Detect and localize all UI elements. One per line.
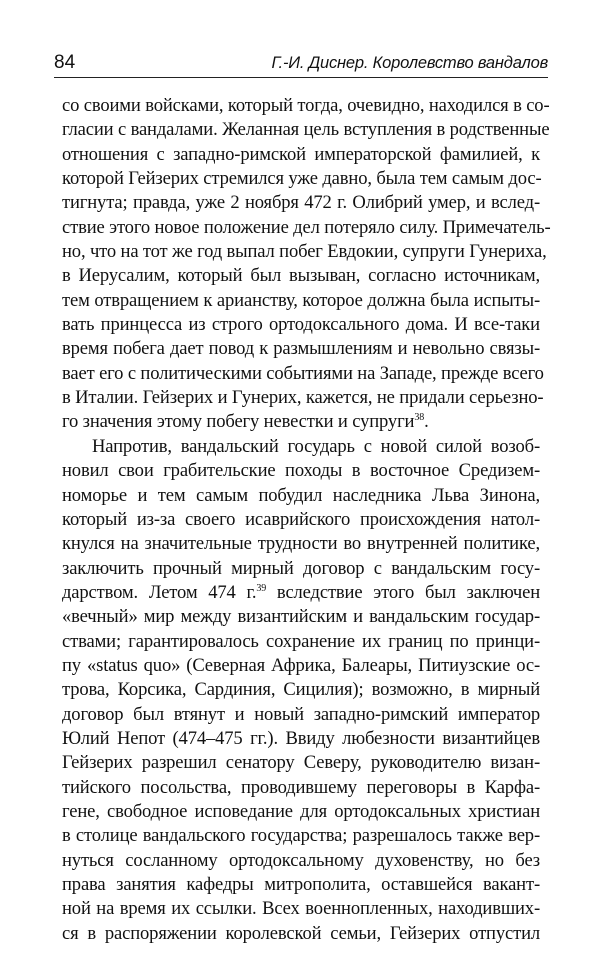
text-fragment: . [424,411,429,433]
footnote-ref: 39 [256,582,267,594]
text-line: трова, Корсика, Сардиния, Сицилия); возможно, в мирный [62,679,540,701]
text-line: гене, свободное исповедание для ортодоксальных христиан [62,800,540,822]
text-line: пу «status quo» (Северная Африка, Балеары, Питиузские ос- [62,654,540,676]
text-fragment: вследствие этого был заключен [266,581,541,603]
text-line [62,581,540,605]
page-number: 84 [54,52,76,73]
text-fragment: дарством. Летом 474 г. [62,581,257,603]
text-line: Юлий Непот (474–475 гг.). Ввиду любезности византийцев [62,727,540,749]
running-title: Г.-И. Диснер. Королевство вандалов [271,54,548,72]
footnote-ref: 38 [414,412,425,424]
text-line: договор был втянут и новый западно-римский император [62,703,540,725]
text-line: время побега дает повод к размышлениям и невольно связы- [62,338,540,360]
text-line: который из-за своего исаврийского происхождения натол- [62,508,540,530]
text-line: но, что на тот же год выпал побег Евдокии, супруги Гунериха, [62,241,547,263]
text-line: тийского посольства, проводившему переговоры в Карфа- [62,776,540,798]
text-line: ствами; гарантировалось сохранение их границ по принци- [62,630,540,652]
text-fragment: го значения этому побегу невестки и супруги [62,411,415,433]
text-line: со своими войсками, который тогда, очевидно, находился в со- [62,95,550,116]
text-line [62,410,540,434]
text-line: номорье и тем самым побудил наследника Льва Зинона, [62,484,540,506]
text-line: вать принцесса из строго ортодоксального дома. И все-таки [62,314,540,336]
text-line: Напротив, вандальский государь с новой силой возоб- [92,435,540,457]
body-text [62,94,551,946]
text-line: кнулся на значительные трудности во внутренней политике, [62,533,540,555]
text-line: в столице вандальского государства; разрешалось также вер- [62,825,540,847]
text-line: новил свои грабительские походы в восточное Средизем- [62,460,540,482]
text-line: Гейзерих разрешил сенатору Северу, руководителю визан- [62,752,540,774]
text-line: ной на время их ссылки. Всех военнопленных, находивших- [62,898,540,920]
text-line: ствие этого новое положение дел потеряло силу. Примечатель- [62,216,551,238]
text-line: в Иерусалим, который был вызыван, согласно источникам, [62,265,540,287]
text-line: «вечный» мир между византийским и вандальским государ- [62,606,540,628]
text-line: вает его с политическими событиями на Западе, прежде всего [62,362,544,384]
running-header [54,38,548,78]
text-line: которой Гейзерих стремился уже давно, была тем самым дос- [62,168,542,190]
text-line: заключить прочный мирный договор с вандальским госу- [62,557,540,579]
text-line: тигнута; правда, уже 2 ноября 472 г. Олибрий умер, и вслед- [62,192,540,214]
text-line: отношения с западно-римской императорской фамилией, к [62,143,540,165]
text-line: в Италии. Гейзерих и Гунерих, кажется, не придали серьезно- [62,387,544,409]
text-line: права занятия кафедры митрополита, оставшейся вакант- [62,874,540,895]
text-line: гласии с вандалами. Желанная цель вступления в родственные [62,119,550,141]
text-line: тем отвращением к арианству, которое должна была испыты- [62,289,540,311]
text-line: нуться сосланному ортодоксальному духовенству, но без [62,849,540,871]
text-line: ся в распоряжении королевской семьи, Гейзерих отпустил [62,922,540,944]
